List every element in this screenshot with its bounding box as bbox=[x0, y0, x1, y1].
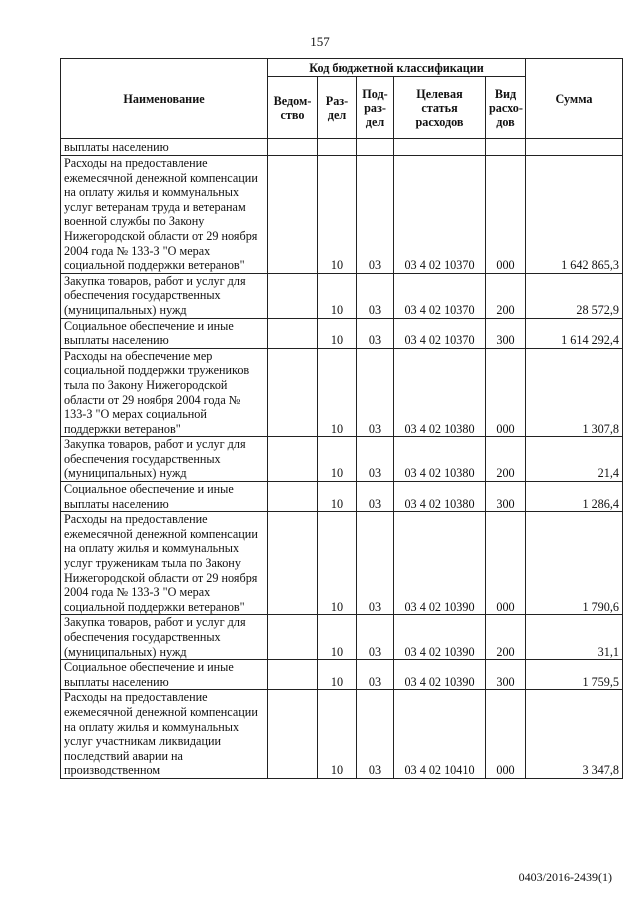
row-vedomstvo bbox=[268, 156, 318, 274]
row-razdel: 10 bbox=[318, 482, 357, 512]
row-sum: 21,4 bbox=[526, 437, 623, 482]
row-name: Закупка товаров, работ и услуг для обеспечения государственных (муниципальных) нужд bbox=[61, 615, 268, 660]
header-vedomstvo: Ведом-ство bbox=[268, 77, 318, 139]
row-podrazdel: 03 bbox=[357, 615, 394, 660]
row-sum: 3 347,8 bbox=[526, 690, 623, 779]
row-vedomstvo bbox=[268, 273, 318, 318]
row-vedomstvo bbox=[268, 615, 318, 660]
row-target: 03 4 02 10370 bbox=[394, 156, 486, 274]
table-row bbox=[61, 437, 623, 482]
row-name: Расходы на предоставление ежемесячной денежной компенсации на оплату жилья и коммунальных услуг участникам ликвидации последствий аварии на производственном bbox=[61, 690, 268, 779]
table-row bbox=[61, 615, 623, 660]
row-razdel: 10 bbox=[318, 156, 357, 274]
row-podrazdel: 03 bbox=[357, 156, 394, 274]
header-vid: Вид расхо-дов bbox=[486, 77, 526, 139]
header-name: Наименование bbox=[61, 59, 268, 139]
row-razdel: 10 bbox=[318, 273, 357, 318]
table-row bbox=[61, 482, 623, 512]
row-vedomstvo bbox=[268, 482, 318, 512]
row-target: 03 4 02 10380 bbox=[394, 437, 486, 482]
row-razdel: 10 bbox=[318, 348, 357, 437]
row-name: Закупка товаров, работ и услуг для обеспечения государственных (муниципальных) нужд bbox=[61, 437, 268, 482]
table-row bbox=[61, 318, 623, 348]
table-body bbox=[61, 139, 623, 779]
row-target: 03 4 02 10370 bbox=[394, 318, 486, 348]
row-name: Расходы на предоставление ежемесячной денежной компенсации на оплату жилья и коммунальных услуг ветеранам труда и ветеранам военной службы по Закону Нижегородской области от 29 ноября 2004 года № 133-З "О мерах социальной поддержки ветеранов" bbox=[61, 156, 268, 274]
row-vid: 200 bbox=[486, 273, 526, 318]
header-podrazdel: Под-раз-дел bbox=[357, 77, 394, 139]
row-razdel: 10 bbox=[318, 690, 357, 779]
row-target: 03 4 02 10390 bbox=[394, 615, 486, 660]
row-vid: 000 bbox=[486, 156, 526, 274]
row-sum: 31,1 bbox=[526, 615, 623, 660]
row-vid: 000 bbox=[486, 690, 526, 779]
row-sum: 1 614 292,4 bbox=[526, 318, 623, 348]
continuation-row bbox=[61, 139, 623, 156]
budget-table bbox=[60, 58, 623, 779]
row-vid: 300 bbox=[486, 482, 526, 512]
page-number: 157 bbox=[310, 34, 330, 49]
footer-code: 0403/2016-2439(1) bbox=[518, 870, 612, 884]
row-podrazdel: 03 bbox=[357, 318, 394, 348]
row-target: 03 4 02 10410 bbox=[394, 690, 486, 779]
row-target: 03 4 02 10380 bbox=[394, 348, 486, 437]
row-vedomstvo bbox=[268, 690, 318, 779]
header-sum: Сумма bbox=[526, 59, 623, 139]
header-razdel: Раз-дел bbox=[318, 77, 357, 139]
table-row bbox=[61, 156, 623, 274]
row-vedomstvo bbox=[268, 437, 318, 482]
row-sum: 28 572,9 bbox=[526, 273, 623, 318]
row-podrazdel: 03 bbox=[357, 348, 394, 437]
row-podrazdel: 03 bbox=[357, 690, 394, 779]
row-podrazdel: 03 bbox=[357, 512, 394, 615]
row-vid: 000 bbox=[486, 348, 526, 437]
table-header bbox=[61, 59, 623, 139]
table-row bbox=[61, 660, 623, 690]
row-vid: 300 bbox=[486, 660, 526, 690]
row-sum: 1 286,4 bbox=[526, 482, 623, 512]
row-vedomstvo bbox=[268, 318, 318, 348]
table-row bbox=[61, 348, 623, 437]
row-vid: 300 bbox=[486, 318, 526, 348]
table-row bbox=[61, 273, 623, 318]
row-podrazdel: 03 bbox=[357, 437, 394, 482]
row-name: Расходы на предоставление ежемесячной денежной компенсации на оплату жилья и коммунальных услуг труженикам тыла по Закону Нижегородской области от 29 ноября 2004 года № 133-З "О мерах социальной поддержки ветеранов" bbox=[61, 512, 268, 615]
row-target: 03 4 02 10390 bbox=[394, 512, 486, 615]
row-razdel: 10 bbox=[318, 437, 357, 482]
row-vedomstvo bbox=[268, 660, 318, 690]
row-sum: 1 642 865,3 bbox=[526, 156, 623, 274]
row-vid: 200 bbox=[486, 615, 526, 660]
row-podrazdel: 03 bbox=[357, 273, 394, 318]
table-row bbox=[61, 690, 623, 779]
row-name: Социальное обеспечение и иные выплаты населению bbox=[61, 660, 268, 690]
table-row bbox=[61, 512, 623, 615]
row-razdel: 10 bbox=[318, 512, 357, 615]
row-podrazdel: 03 bbox=[357, 660, 394, 690]
row-target: 03 4 02 10370 bbox=[394, 273, 486, 318]
row-name: Закупка товаров, работ и услуг для обеспечения государственных (муниципальных) нужд bbox=[61, 273, 268, 318]
row-razdel: 10 bbox=[318, 660, 357, 690]
row-name: Социальное обеспечение и иные выплаты населению bbox=[61, 482, 268, 512]
header-target: Целевая статья расходов bbox=[394, 77, 486, 139]
row-vid: 200 bbox=[486, 437, 526, 482]
row-razdel: 10 bbox=[318, 318, 357, 348]
row-sum: 1 307,8 bbox=[526, 348, 623, 437]
row-vedomstvo bbox=[268, 512, 318, 615]
row-target: 03 4 02 10380 bbox=[394, 482, 486, 512]
row-vedomstvo bbox=[268, 348, 318, 437]
row-target: 03 4 02 10390 bbox=[394, 660, 486, 690]
row-name: Расходы на обеспечение мер социальной поддержки тружеников тыла по Закону Нижегородской области от 29 ноября 2004 года № 133-З "О мерах социальной поддержки ветеранов" bbox=[61, 348, 268, 437]
row-vid: 000 bbox=[486, 512, 526, 615]
row-name: Социальное обеспечение и иные выплаты населению bbox=[61, 318, 268, 348]
header-classification-group: Код бюджетной классификации bbox=[268, 59, 526, 77]
row-razdel: 10 bbox=[318, 615, 357, 660]
row-sum: 1 759,5 bbox=[526, 660, 623, 690]
row-sum: 1 790,6 bbox=[526, 512, 623, 615]
row-podrazdel: 03 bbox=[357, 482, 394, 512]
continuation-text: выплаты населению bbox=[61, 139, 268, 156]
